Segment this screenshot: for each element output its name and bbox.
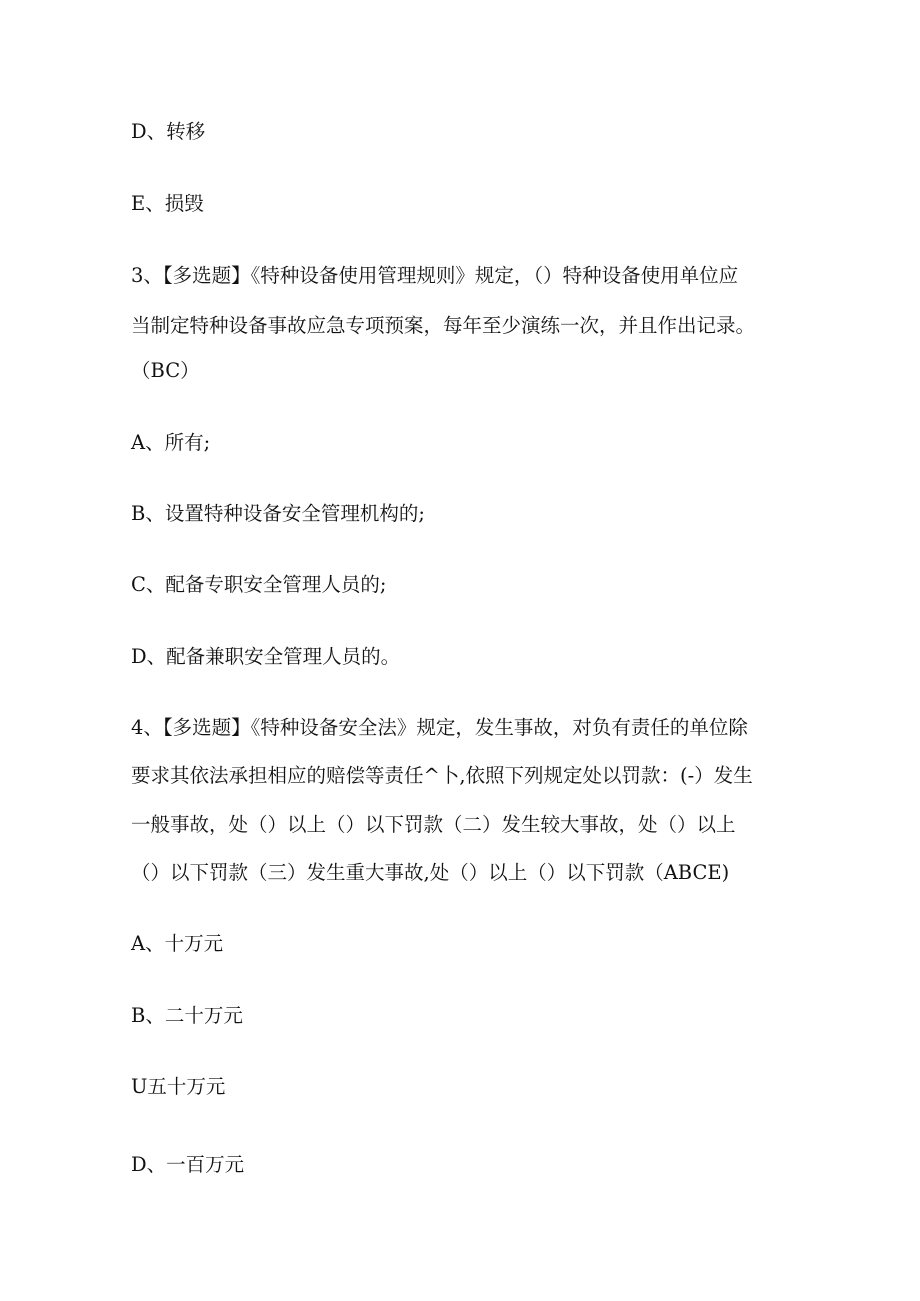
q3-option-a: A、所有; (131, 431, 211, 454)
q4-text-line-2: 要求其依法承担相应的赔偿等责任^卜,依照下列规定处以罚款：(-）发生 (131, 764, 753, 787)
q4-text-line-3: 一般事故，处（）以上（）以下罚款（二）发生较大事故，处（）以上 (131, 813, 736, 836)
q4-option-b: B、二十万元 (131, 1004, 243, 1027)
q3-answer: （BC） (131, 359, 200, 382)
q3-option-d: D、配备兼职安全管理人员的。 (131, 645, 401, 668)
prev-option-e: E、损毁 (131, 192, 204, 215)
q4-option-d: D、一百万元 (131, 1153, 245, 1176)
q3-text-line-1: 3、【多选题】《特种设备使用管理规则》规定，（）特种设备使用单位应 (131, 264, 739, 287)
q3-option-b: B、设置特种设备安全管理机构的; (131, 502, 425, 525)
q4-option-c: U五十万元 (131, 1075, 226, 1098)
prev-option-d: D、转移 (131, 120, 206, 143)
q3-option-c: C、配备专职安全管理人员的; (131, 573, 387, 596)
q4-option-a: A、十万元 (131, 932, 224, 955)
q4-text-line-1: 4、【多选题】《特种设备安全法》规定，发生事故，对负有责任的单位除 (131, 716, 748, 739)
q3-text-line-2: 当制定特种设备事故应急专项预案，每年至少演练一次，并且作出记录。 (131, 314, 756, 337)
q4-text-line-4: （）以下罚款（三）发生重大事故,处（）以上（）以下罚款（ABCE) (131, 861, 730, 884)
